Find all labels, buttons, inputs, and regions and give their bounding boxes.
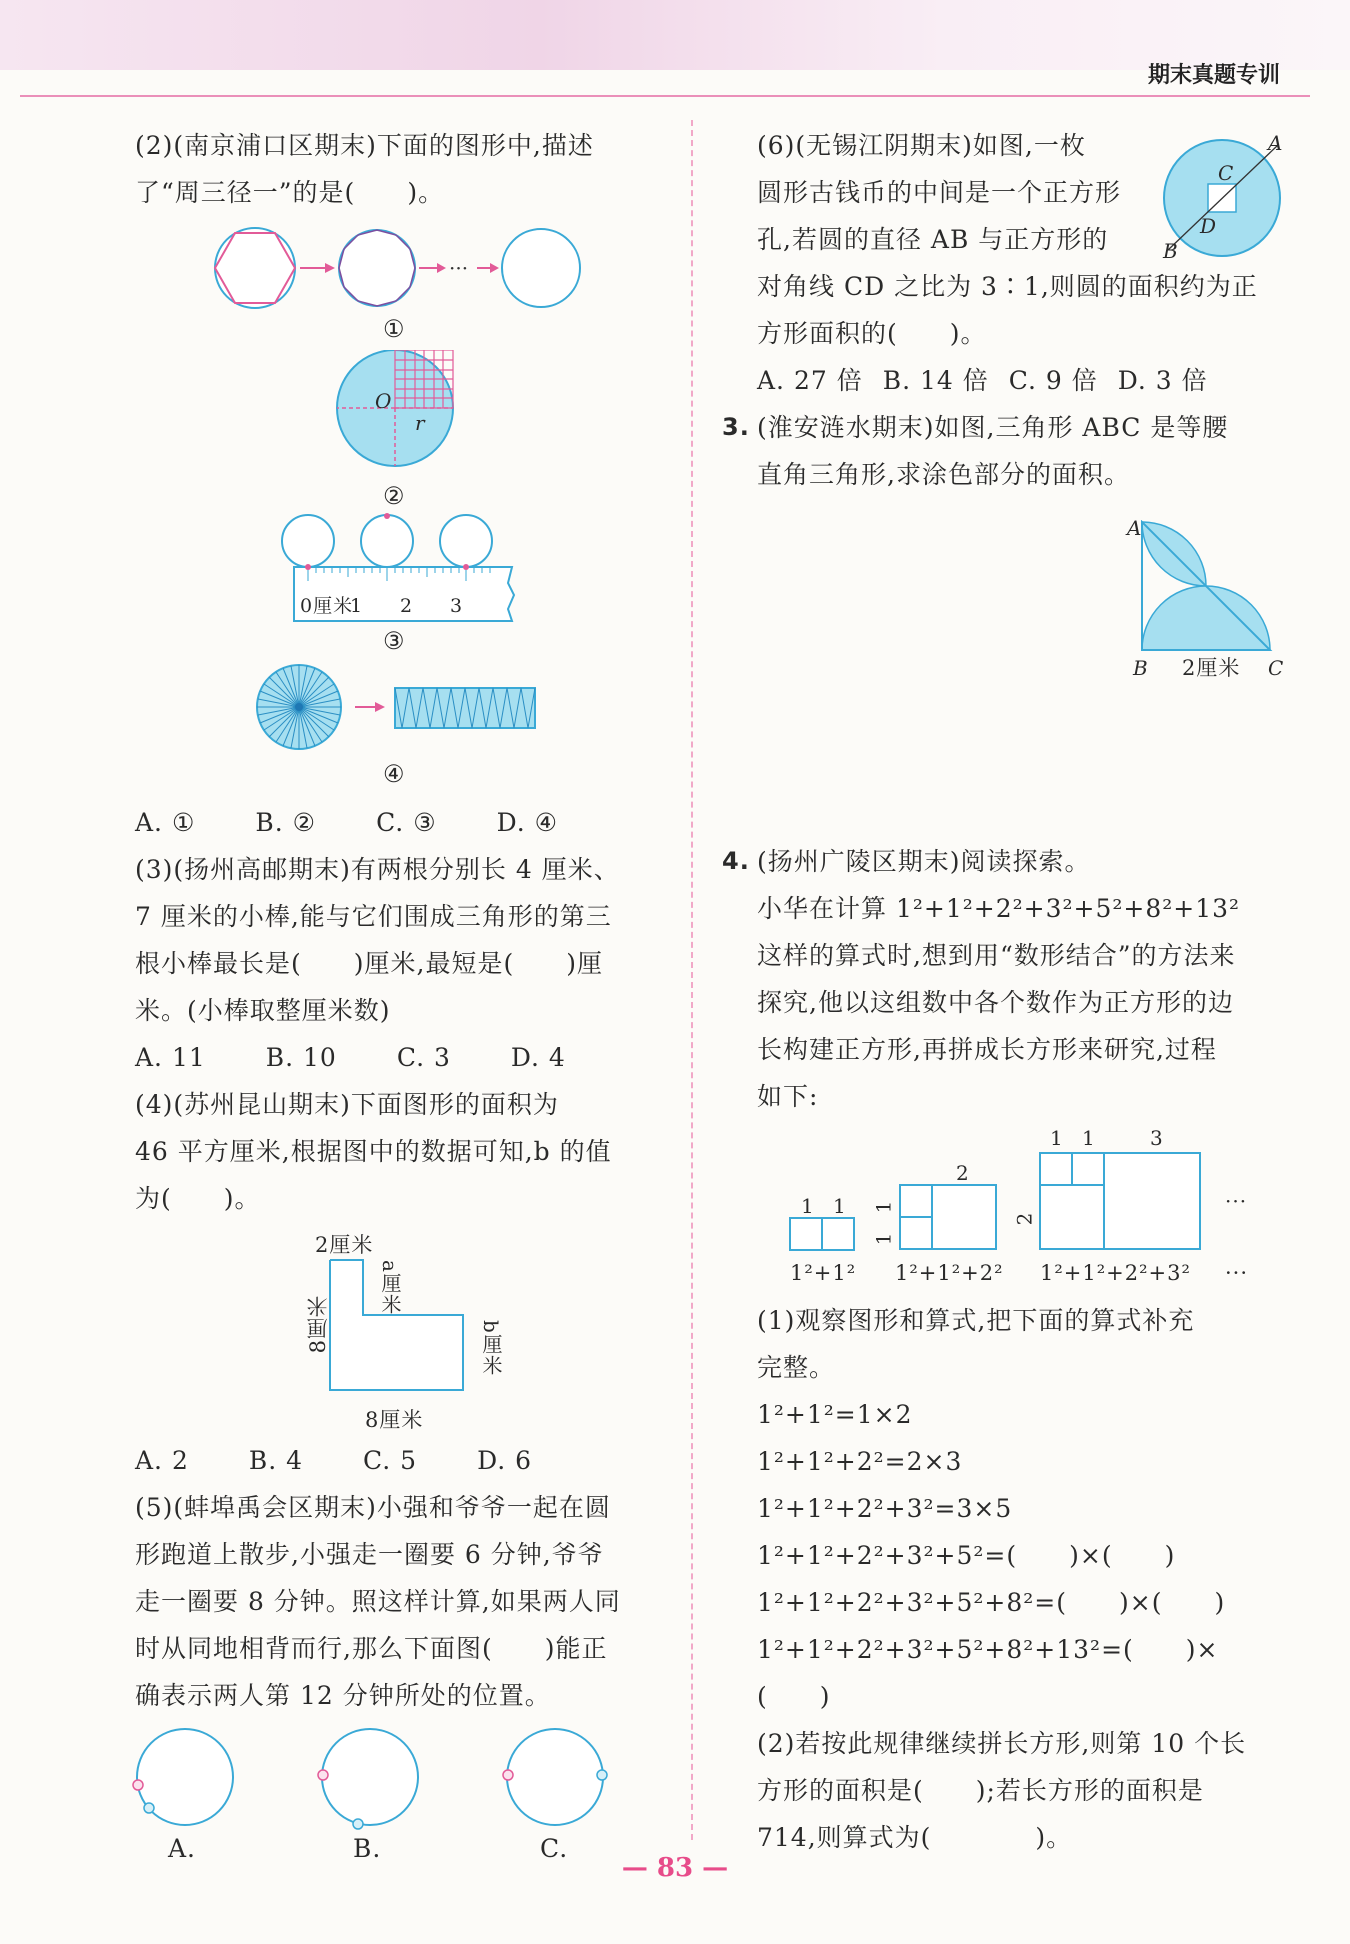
- r-q4-line-4: 长构建正方形,再拼成长方形来研究,过程: [757, 1035, 1217, 1064]
- r-q3-number: 3.: [722, 413, 750, 441]
- q6-line-3: 孔,若圆的直径 AB 与正方形的: [757, 225, 1109, 254]
- q6-line-1: (6)(无锡江阴期末)如图,一枚: [757, 131, 1086, 160]
- q2-ruler-3: 3: [450, 595, 464, 617]
- r-q4-title: (扬州广陵区期末)阅读探索。: [757, 847, 1091, 876]
- q4-fig-b: b厘米: [479, 1320, 503, 1376]
- q3-options: [135, 1034, 626, 1081]
- q2-option-a[interactable]: A. ①: [135, 808, 196, 837]
- q5-line-5: 确表示两人第 12 分钟所处的位置。: [135, 1681, 551, 1710]
- q4-fig-left: 8厘米: [306, 1295, 330, 1354]
- q2-option-d[interactable]: D. ④: [496, 808, 559, 837]
- q6-option-b[interactable]: B. 14 倍: [882, 366, 989, 395]
- r-q3-label-a: A: [1127, 516, 1143, 540]
- r-q4-line-5: 如下:: [757, 1082, 819, 1111]
- q2-options: [135, 799, 618, 846]
- r-q3-line-1: (淮安涟水期末)如图,三角形 ABC 是等腰: [757, 413, 1229, 442]
- r-q4-number: 4.: [722, 847, 750, 875]
- q2-figure-4: [255, 663, 545, 753]
- r-q4-part2-line-3: 714,则算式为( )。: [757, 1823, 1073, 1852]
- q4-option-d[interactable]: D. 6: [477, 1446, 533, 1475]
- q2-option-b[interactable]: B. ②: [255, 808, 317, 837]
- q4-fig-top: 2厘米: [315, 1233, 374, 1257]
- r-q4-label-r2-side-1: 1: [871, 1199, 896, 1214]
- r-q3-triangle-figure: [1140, 520, 1280, 655]
- q5-circle-label-b: B.: [353, 1834, 382, 1863]
- r-q3-line-2: 直角三角形,求涂色部分的面积。: [757, 460, 1130, 489]
- q6-label-d: D: [1200, 214, 1218, 238]
- r-q4-eq-3: 1²+1²+2²+3²=3×5: [757, 1494, 1013, 1523]
- q4-line-2: 46 平方厘米,根据图中的数据可知,b 的值: [135, 1137, 612, 1166]
- q5-line-1: (5)(蚌埠禹会区期末)小强和爷爷一起在圆: [135, 1493, 611, 1522]
- r-q3-label-c: C: [1268, 656, 1285, 680]
- r-q4-label-r2-top: 2: [956, 1161, 970, 1185]
- q3-line-2: 7 厘米的小棒,能与它们围成三角形的第三: [135, 902, 612, 931]
- r-q3-label-len: 2厘米: [1182, 656, 1241, 680]
- q5-circles: [125, 1725, 645, 1835]
- q2-figure-2: [335, 350, 465, 475]
- q3-option-d[interactable]: D. 4: [510, 1043, 566, 1072]
- r-q4-label-r3-1: 1: [1050, 1126, 1064, 1150]
- q5-circle-label-c: C.: [540, 1834, 569, 1863]
- q2-ruler-2: 2: [400, 595, 414, 617]
- q5-line-3: 走一圈要 8 分钟。照这样计算,如果两人同: [135, 1587, 621, 1616]
- r-q4-eq-7: ( ): [757, 1682, 831, 1711]
- q4-line-1: (4)(苏州昆山期末)下面图形的面积为: [135, 1090, 559, 1119]
- r-q4-part2-line-2: 方形的面积是( );若长方形的面积是: [757, 1776, 1204, 1805]
- r-q4-label-r3-2: 1: [1082, 1126, 1096, 1150]
- q6-label-b: B: [1163, 239, 1179, 263]
- q4-fig-a: a厘米: [378, 1260, 402, 1315]
- q6-options: [757, 357, 1208, 404]
- r-q4-label-r3-3: 3: [1150, 1126, 1164, 1150]
- q2-line-2: 了“周三径一”的是( )。: [135, 178, 445, 207]
- r-q4-formula-1: 1²+1²: [790, 1261, 857, 1285]
- q3-line-1: (3)(扬州高邮期末)有两根分别长 4 厘米、: [135, 855, 620, 884]
- q6-label-c: C: [1218, 161, 1235, 185]
- q2-line-1: (2)(南京浦口区期末)下面的图形中,描述: [135, 131, 594, 160]
- q4-option-c[interactable]: C. 5: [363, 1446, 418, 1475]
- q2-fig2-O: O: [375, 389, 393, 413]
- q4-line-3: 为( )。: [135, 1184, 261, 1213]
- q2-fig2-r: r: [415, 411, 426, 435]
- q6-line-2: 圆形古钱币的中间是一个正方形: [757, 178, 1122, 207]
- r-q4-formula-dots: ···: [1225, 1261, 1249, 1285]
- r-q4-eq-1: 1²+1²=1×2: [757, 1400, 913, 1429]
- q3-option-a[interactable]: A. 11: [135, 1043, 206, 1072]
- q2-ruler-1: 1: [350, 595, 364, 617]
- q2-fig-label-2: ②: [383, 482, 406, 510]
- r-q4-part1-line-1: (1)观察图形和算式,把下面的算式补充: [757, 1306, 1195, 1335]
- r-q4-formula-3: 1²+1²+2²+3²: [1040, 1261, 1191, 1285]
- r-q4-label-r3-side: 2: [1012, 1211, 1037, 1226]
- q6-line-5: 方形面积的( )。: [757, 319, 987, 348]
- r-q4-label-r1-2: 1: [833, 1194, 847, 1218]
- q5-circle-label-a: A.: [168, 1834, 197, 1863]
- r-q4-line-3: 探究,他以这组数中各个数作为正方形的边: [757, 988, 1234, 1017]
- r-q4-label-r2-side-2: 1: [871, 1231, 896, 1246]
- r-q4-eq-4: 1²+1²+2²+3²+5²=( )×( ): [757, 1541, 1176, 1570]
- r-q4-formula-2: 1²+1²+2²: [895, 1261, 1004, 1285]
- r-q4-line-1: 小华在计算 1²+1²+2²+3²+5²+8²+13²: [757, 894, 1241, 923]
- r-q4-line-2: 这样的算式时,想到用“数形结合”的方法来: [757, 941, 1236, 970]
- q2-fig-label-1: ①: [383, 315, 406, 343]
- q2-fig-label-3: ③: [383, 627, 406, 655]
- q6-option-d[interactable]: D. 3 倍: [1117, 366, 1208, 395]
- q5-line-4: 时从同地相背而行,那么下面图( )能正: [135, 1634, 608, 1663]
- q3-line-4: 米。(小棒取整厘米数): [135, 996, 391, 1025]
- q2-option-c[interactable]: C. ③: [376, 808, 437, 837]
- r-q4-rectangles-figure: [785, 1150, 1255, 1260]
- page-number: — 83 —: [621, 1853, 729, 1883]
- q2-fig-label-4: ④: [383, 760, 406, 788]
- r-q4-part1-line-2: 完整。: [757, 1353, 836, 1382]
- r-q4-label-r1-1: 1: [801, 1194, 815, 1218]
- q6-option-c[interactable]: C. 9 倍: [1008, 366, 1098, 395]
- q4-option-a[interactable]: A. 2: [135, 1446, 189, 1475]
- column-divider: [691, 120, 693, 1840]
- r-q4-part2-line-1: (2)若按此规律继续拼长方形,则第 10 个长: [757, 1729, 1247, 1758]
- q5-line-2: 形跑道上散步,小强走一圈要 6 分钟,爷爷: [135, 1540, 604, 1569]
- q6-line-4: 对角线 CD 之比为 3∶1,则圆的面积约为正: [757, 272, 1258, 301]
- r-q4-eq-5: 1²+1²+2²+3²+5²+8²=( )×( ): [757, 1588, 1226, 1617]
- header-divider: [20, 95, 1310, 97]
- q6-label-a: A: [1268, 131, 1284, 155]
- r-q4-label-dots: ···: [1225, 1189, 1248, 1213]
- r-q4-eq-2: 1²+1²+2²=2×3: [757, 1447, 963, 1476]
- q4-fig-bottom: 8厘米: [365, 1408, 424, 1432]
- q3-option-b[interactable]: B. 10: [265, 1043, 337, 1072]
- q4-option-b[interactable]: B. 4: [248, 1446, 304, 1475]
- q3-option-c[interactable]: C. 3: [396, 1043, 451, 1072]
- header-title: 期末真题专训: [1147, 63, 1280, 88]
- q6-option-a[interactable]: A. 27 倍: [757, 366, 863, 395]
- q4-options: [135, 1437, 592, 1484]
- q3-line-3: 根小棒最长是( )厘米,最短是( )厘: [135, 949, 603, 978]
- svg-text:···: ···: [449, 256, 469, 280]
- r-q4-eq-6: 1²+1²+2²+3²+5²+8²+13²=( )×: [757, 1635, 1219, 1664]
- q2-ruler-0: 0厘米: [300, 595, 354, 617]
- r-q3-label-b: B: [1133, 656, 1149, 680]
